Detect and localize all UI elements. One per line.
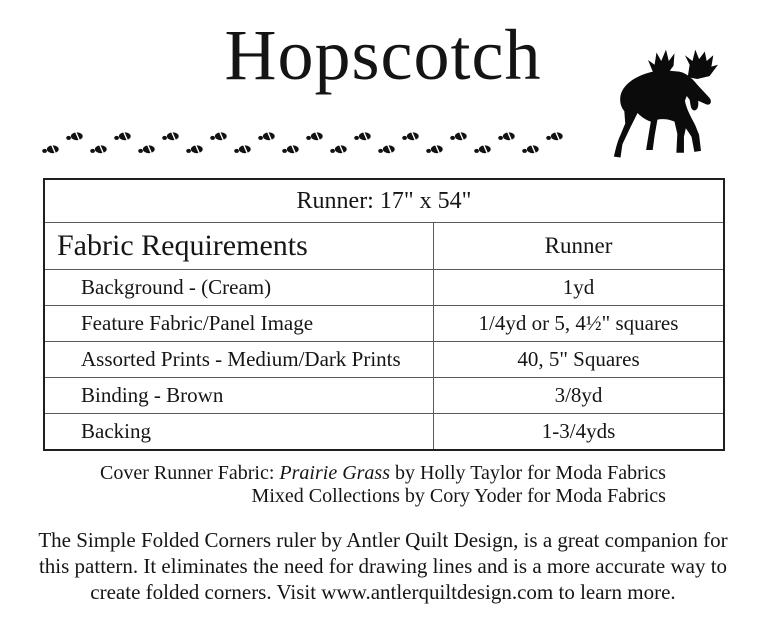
hoofprint-tracks-row	[42, 131, 566, 165]
table-header-value: Runner	[433, 223, 723, 269]
cover-fabric-credits	[0, 462, 766, 508]
row-label: Background - (Cream)	[81, 275, 272, 299]
moose-silhouette-icon	[612, 44, 754, 166]
hoofprint-icon	[282, 144, 299, 155]
row-value: 40, 5" Squares	[433, 342, 723, 377]
hoofprint-icon	[234, 144, 251, 155]
table-row	[45, 305, 723, 341]
table-row	[45, 341, 723, 377]
runner-size-banner: Runner: 17" x 54"	[296, 187, 472, 214]
cover-fabric-credits-inner	[100, 462, 666, 508]
hoofprint-icon	[474, 144, 491, 155]
row-value: 3/8yd	[433, 378, 723, 413]
row-label: Feature Fabric/Panel Image	[81, 311, 314, 335]
table-row-size	[45, 180, 723, 222]
row-value: 1yd	[433, 270, 723, 305]
row-label: Assorted Prints - Medium/Dark Prints	[81, 347, 401, 371]
hoofprint-icon	[498, 131, 515, 142]
ruler-note-line: The Simple Folded Corners ruler by Antler Quilt Design, is a great companion for	[38, 528, 728, 552]
hoofprint-icon	[42, 144, 59, 155]
hoofprint-icon	[378, 144, 395, 155]
hoofprint-icon	[450, 131, 467, 142]
row-label: Backing	[81, 419, 151, 443]
table-row	[45, 413, 723, 449]
table-header-label: Fabric Requirements	[57, 229, 308, 262]
hoofprint-icon	[402, 131, 419, 142]
cover-fabric-name: Prairie Grass	[279, 462, 390, 484]
page-header	[0, 0, 766, 178]
hoofprint-icon	[162, 131, 179, 142]
hoofprint-icon	[114, 131, 131, 142]
hoofprint-icon	[90, 144, 107, 155]
ruler-note-paragraph	[0, 527, 766, 605]
hoofprint-icon	[306, 131, 323, 142]
row-value: 1/4yd or 5, 4½" squares	[433, 306, 723, 341]
row-value: 1-3/4yds	[433, 414, 723, 449]
hoofprint-icon	[546, 131, 563, 142]
hoofprint-icon	[330, 144, 347, 155]
hoofprint-icon	[210, 131, 227, 142]
table-header-row	[45, 222, 723, 269]
hoofprint-icon	[522, 144, 539, 155]
table-row	[45, 269, 723, 305]
hoofprint-icon	[258, 131, 275, 142]
row-label: Binding - Brown	[81, 383, 224, 407]
table-row	[45, 377, 723, 413]
fabric-requirements-table	[43, 178, 725, 451]
cover-fabric-line1-prefix: Cover Runner Fabric:	[100, 462, 280, 484]
hoofprint-icon	[426, 144, 443, 155]
ruler-note-line: create folded corners. Visit www.antlerquiltdesign.com to learn more.	[90, 580, 676, 604]
cover-fabric-line2: Mixed Collections by Cory Yoder for Moda Fabrics	[251, 485, 666, 507]
hoofprint-icon	[354, 131, 371, 142]
hoofprint-icon	[66, 131, 83, 142]
cover-fabric-line1	[100, 462, 666, 485]
hoofprint-icon	[186, 144, 203, 155]
page-title: Hopscotch	[224, 15, 542, 95]
hoofprint-icon	[138, 144, 155, 155]
cover-fabric-line1-suffix: by Holly Taylor for Moda Fabrics	[390, 462, 666, 484]
ruler-note-line: this pattern. It eliminates the need for drawing lines and is a more accurate way to	[38, 554, 728, 578]
